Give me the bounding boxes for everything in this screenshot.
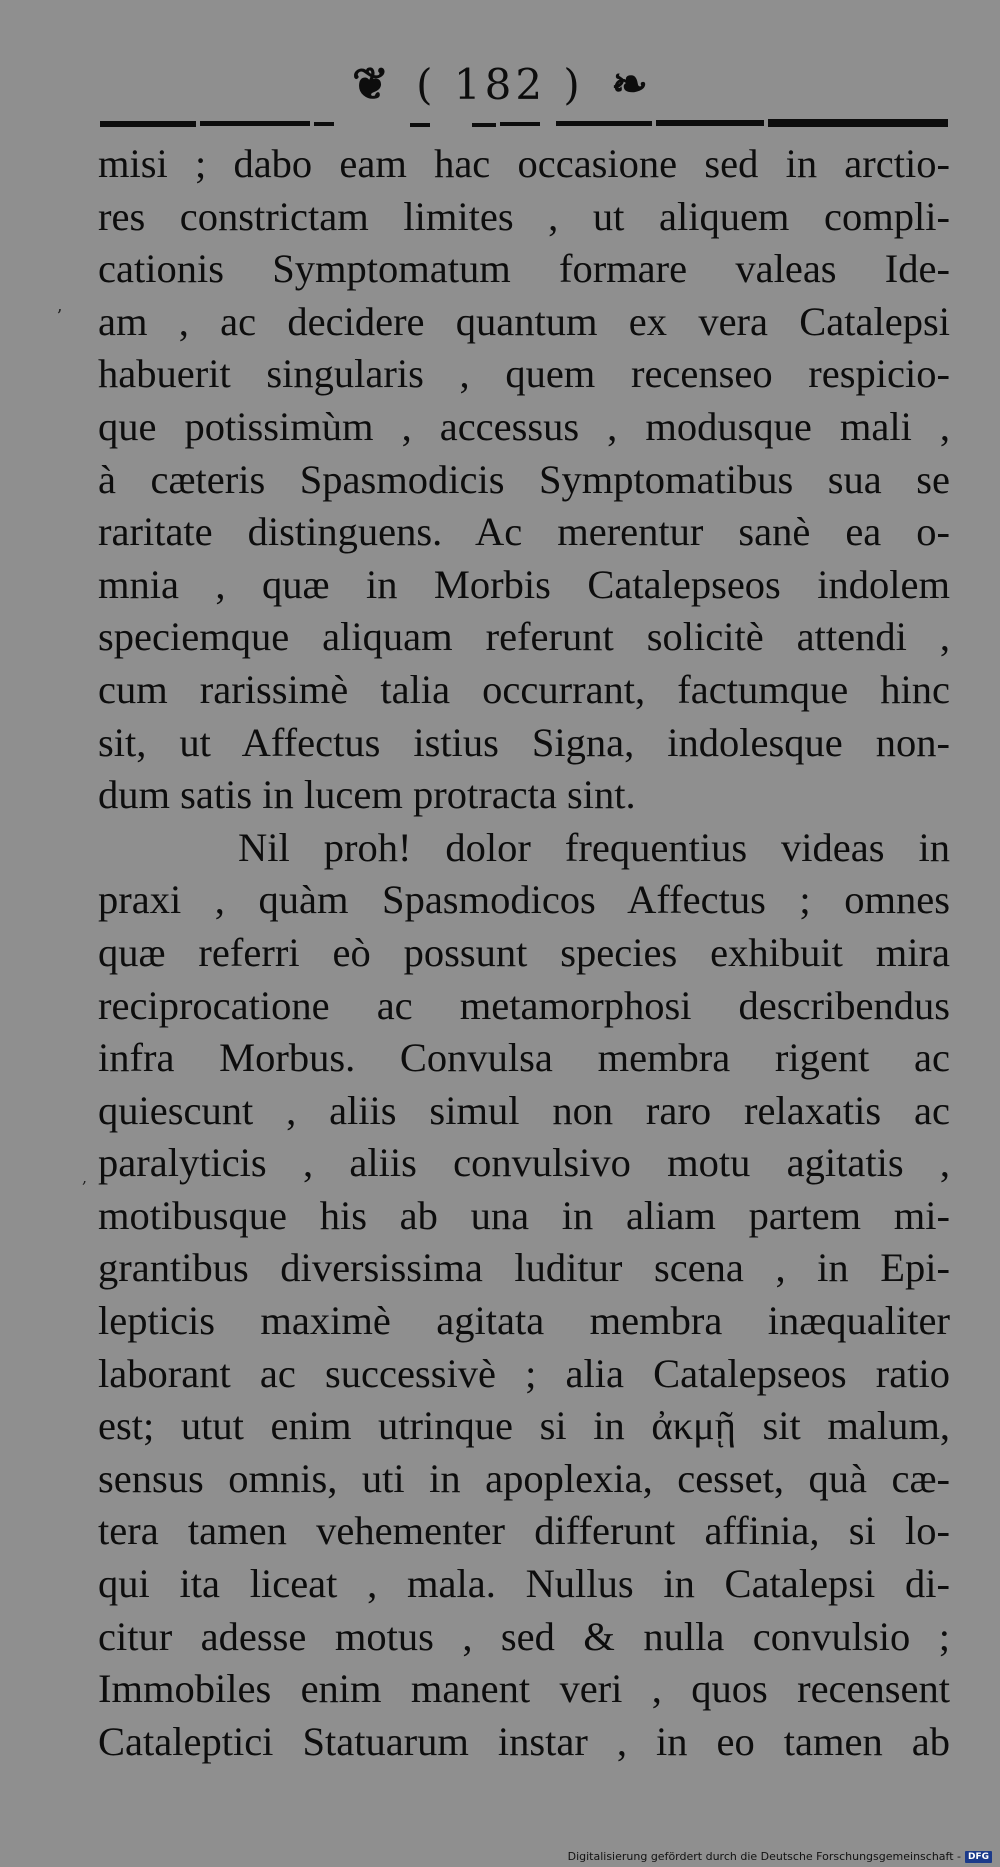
- dfg-logo: DFG: [965, 1851, 992, 1863]
- text-line: est; utut enim utrinque si in ἀκμῇ sit malum,: [98, 1403, 950, 1449]
- page-body: [98, 138, 950, 1768]
- text-line: am , ac decidere quantum ex vera Catalepsi: [98, 298, 950, 344]
- text-line: sensus omnis, uti in apoplexia, cesset, quà cæ-: [98, 1455, 950, 1501]
- text-line: laborant ac successivè ; alia Catalepseos ratio: [98, 1350, 950, 1396]
- text-line: cationis Symptomatum formare valeas Ide-: [98, 246, 950, 292]
- text-line: speciemque aliquam referunt solicitè attendi ,: [98, 614, 950, 660]
- text-line: Cataleptici Statuarum instar , in eo tamen ab: [98, 1718, 950, 1764]
- page-footer: [568, 1850, 992, 1863]
- text-line: paralyticis , aliis convulsivo motu agitatis ,: [98, 1140, 950, 1186]
- text-line: qui ita liceat , mala. Nullus in Catalepsi di-: [98, 1561, 950, 1607]
- digitization-credit: Digitalisierung gefördert durch die Deutsche Forschungsgemeinschaft -: [567, 1850, 961, 1863]
- text-line: quæ referri eò possunt species exhibuit mira: [98, 929, 950, 975]
- text-line: habuerit singularis , quem recenseo respicio-: [98, 351, 950, 397]
- text-line: à cæteris Spasmodicis Symptomatibus sua se: [98, 456, 950, 502]
- text-line: res constrictam limites , ut aliquem compli-: [98, 193, 950, 239]
- text-line: cum rarissimè talia occurrant, factumque hinc: [98, 666, 950, 712]
- text-line: Nil proh! dolor frequentius videas in: [238, 824, 950, 870]
- text-line: quiescunt , aliis simul non raro relaxatis ac: [98, 1087, 950, 1133]
- text-line: citur adesse motus , sed & nulla convulsio ;: [98, 1613, 950, 1659]
- margin-mark-dot: ,: [82, 1168, 88, 1187]
- text-line: misi ; dabo eam hac occasione sed in arctio-: [98, 141, 950, 186]
- text-line: infra Morbus. Convulsa membra rigent ac: [98, 1035, 950, 1081]
- text-line: grantibus diversissima luditur scena , in Epi-: [98, 1245, 950, 1291]
- page-header: [0, 52, 1000, 112]
- text-line: praxi , quàm Spasmodicos Affectus ; omnes: [98, 877, 950, 923]
- left-ornament-icon: ❦: [351, 59, 389, 110]
- page-number: ( 182 ): [416, 60, 584, 109]
- text-line: tera tamen vehementer differunt affinia, si lo-: [98, 1508, 950, 1554]
- header-rule-line-icon: [100, 118, 948, 132]
- text-line: raritate distinguens. Ac merentur sanè ea o-: [98, 509, 950, 555]
- text-line: lepticis maximè agitata membra inæqualiter: [98, 1298, 950, 1344]
- right-ornament-icon: ❧: [611, 59, 649, 110]
- text-line: mnia , quæ in Morbis Catalepseos indolem: [98, 561, 950, 607]
- text-line: motibusque his ab una in aliam partem mi-: [98, 1192, 950, 1238]
- text-line: que potissimùm , accessus , modusque mali ,: [98, 403, 950, 449]
- text-line: sit, ut Affectus istius Signa, indolesque non-: [98, 719, 950, 765]
- text-line: dum satis in lucem protracta sint.: [98, 772, 636, 818]
- text-line: Immobiles enim manent veri , quos recensent: [98, 1666, 950, 1712]
- text-line: reciprocatione ac metamorphosi describendus: [98, 982, 950, 1028]
- margin-mark: ʼ: [56, 306, 62, 327]
- header-rule: [100, 118, 948, 132]
